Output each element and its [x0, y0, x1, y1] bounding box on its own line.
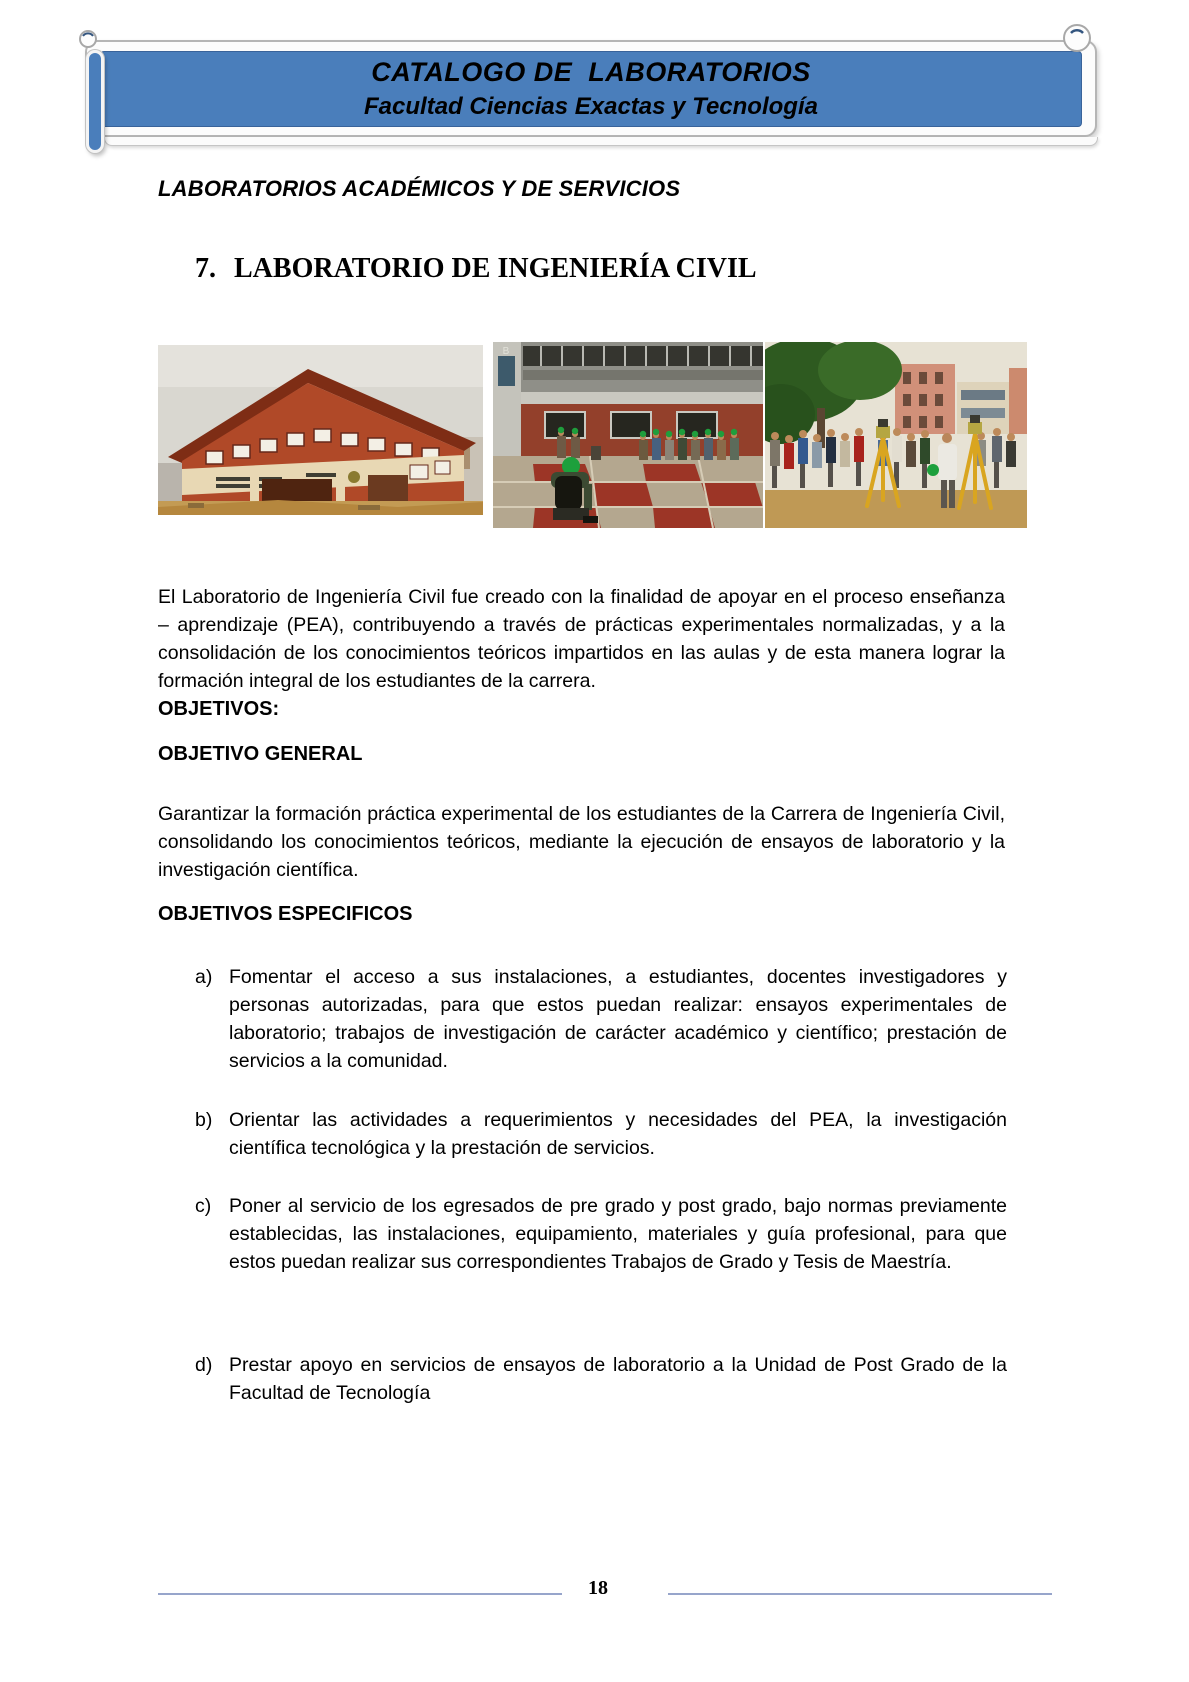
catalog-title: CATALOGO DE LABORATORIOS — [371, 57, 811, 87]
objetivo-item-a — [195, 963, 1007, 1075]
header-banner-fill — [100, 51, 1082, 127]
surveying-practice-photo — [765, 342, 1027, 528]
footer-rule-right — [668, 1593, 1052, 1595]
section-heading: LABORATORIOS ACADÉMICOS Y DE SERVICIOS — [158, 176, 681, 201]
faculty-subtitle: Facultad Ciencias Exactas y Tecnología — [364, 93, 818, 120]
objetivo-item-c — [195, 1192, 1007, 1276]
scroll-curl-right-icon — [1058, 22, 1094, 56]
objetivos-especificos-heading: OBJETIVOS ESPECIFICOS — [158, 903, 413, 925]
scroll-curl-left-icon — [76, 28, 100, 50]
footer-rule-left — [158, 1593, 562, 1595]
objetivo-general-heading: OBJETIVO GENERAL — [158, 743, 363, 765]
objetivo-general-text: Garantizar la formación práctica experimental de los estudiantes de la Carrera de Ingeniería Civil, consolidando los conocimientos teóricos, mediante la ejecución de ensayos de laboratorio y la investigación científica. — [158, 802, 1005, 881]
banner-scroll-roll — [86, 50, 104, 153]
objetivo-item-d — [195, 1351, 1007, 1407]
item-d-text: Prestar apoyo en servicios de ensayos de laboratorio a la Unidad de Post Grado de la Facultad de Tecnología — [229, 1354, 1007, 1404]
lab-building-photo — [158, 345, 483, 515]
svg-text:B: B — [502, 346, 510, 357]
item-c-text: Poner al servicio de los egresados de pre grado y post grado, bajo normas previamente establecidas, las instalaciones, equipamiento, materiales y guía profesional, para que estos puedan realizar sus correspondientes Trabajos de Grado y Tesis de Maestría. — [229, 1195, 1007, 1273]
banner-scroll-ridge — [104, 137, 1098, 146]
header-banner — [85, 40, 1097, 137]
objetivo-item-b — [195, 1106, 1007, 1162]
students-plaza-photo — [493, 342, 763, 528]
item-b-marker: b) — [195, 1109, 213, 1131]
page-number: 18 — [588, 1577, 608, 1599]
item-c-marker: c) — [195, 1195, 212, 1217]
item-d-marker: d) — [195, 1354, 213, 1376]
item-a-marker: a) — [195, 966, 213, 988]
lab-heading-number: 7. — [195, 253, 216, 284]
item-a-text: Fomentar el acceso a sus instalaciones, a estudiantes, docentes investigadores y personas autorizadas, para que estos puedan realizar: ensayos experimentales de laboratorio; trabajos de investigación de carácter académico y científico; prestación de servicios a la comunidad. — [229, 966, 1007, 1072]
intro-paragraph: El Laboratorio de Ingeniería Civil fue creado con la finalidad de apoyar en el proceso enseñanza – aprendizaje (PEA), contribuyendo a través de prácticas experimentales normalizadas, y a la consolidación de los conocimientos teóricos impartidos en las aulas y de esta manera lograr la formación integral de los estudiantes de la carrera. — [158, 585, 1005, 692]
lab-heading-title: LABORATORIO DE INGENIERÍA CIVIL — [234, 253, 757, 284]
objetivos-label: OBJETIVOS: — [158, 698, 280, 720]
lab-heading — [195, 253, 757, 285]
item-b-text: Orientar las actividades a requerimientos y necesidades del PEA, la investigación científica tecnológica y la prestación de servicios. — [229, 1109, 1007, 1159]
